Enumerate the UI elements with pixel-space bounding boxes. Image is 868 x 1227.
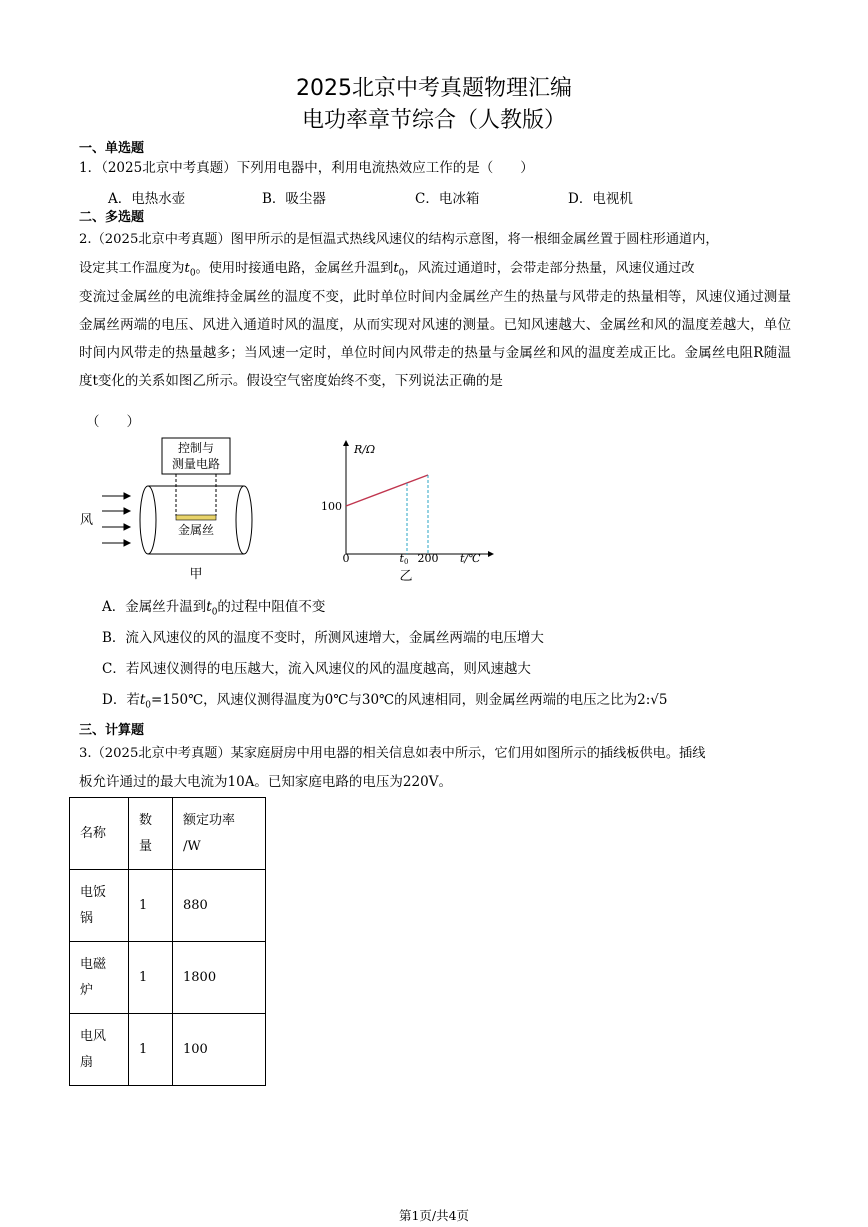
q2-bracket: （ ） bbox=[86, 414, 140, 430]
table-header-power bbox=[173, 798, 266, 870]
section-heading-calc: 三、计算题 bbox=[79, 723, 145, 738]
x-tick-t0-sub: 0 bbox=[403, 558, 409, 566]
table-cell-count: 1 bbox=[129, 870, 173, 942]
q2-option-d-val: =150℃，风速仪测得温度为0℃与30℃的风速相同，则金属丝两端的电压之比为2:√5 bbox=[151, 692, 668, 708]
q1-option-c: C．电冰箱 bbox=[415, 191, 480, 207]
table-cell-count: 1 bbox=[129, 942, 173, 1014]
table-cell-name bbox=[70, 942, 129, 1014]
section-heading-multi: 二、多选题 bbox=[79, 210, 145, 225]
table-header-count bbox=[129, 798, 173, 870]
doc-title-line1: 2025北京中考真题物理汇编 bbox=[296, 76, 572, 101]
wind-arrows bbox=[102, 493, 130, 546]
table-cell-power: 1800 bbox=[173, 942, 266, 1014]
table-header-row bbox=[70, 798, 266, 870]
figure-b-graph bbox=[318, 436, 498, 584]
q2-option-a-pre: A．金属丝升温到 bbox=[102, 599, 207, 615]
table-cell-name bbox=[70, 870, 129, 942]
control-box-label-2: 测量电路 bbox=[171, 457, 221, 471]
table-cell-power: 100 bbox=[173, 1014, 266, 1086]
figure-a-caption: 甲 bbox=[189, 567, 203, 582]
origin-label: 0 bbox=[342, 552, 350, 565]
q3-line2: 板允许通过的最大电流为10A。已知家庭电路的电压为220V。 bbox=[79, 774, 452, 790]
table-cell-name-1: 电饭 bbox=[80, 884, 107, 900]
q2-line2-b: 。使用时接通电路，金属丝升温到 bbox=[195, 261, 394, 276]
figure-b-caption: 乙 bbox=[399, 569, 413, 584]
t0-subscript-2: 0 bbox=[398, 268, 405, 279]
section-heading-single: 一、单选题 bbox=[79, 141, 145, 156]
wind-label: 风 bbox=[80, 513, 94, 528]
table-cell-count: 1 bbox=[129, 1014, 173, 1086]
q2-line2 bbox=[79, 257, 695, 279]
table-header-name bbox=[70, 798, 129, 870]
q3-line1: 3.（2025北京中考真题）某家庭厨房中用电器的相关信息如表中所示，它们用如图所示的插线板供电。插线 bbox=[79, 746, 706, 761]
y-axis-label: R/Ω bbox=[354, 443, 376, 456]
metal-wire bbox=[176, 515, 216, 520]
figure-a-anemometer bbox=[78, 432, 268, 584]
t0-symbol: t bbox=[184, 261, 190, 276]
table-cell-power: 880 bbox=[173, 870, 266, 942]
table-header-name-text: 名称 bbox=[80, 825, 107, 841]
doc-title-line2: 电功率章节综合（人教版） bbox=[301, 108, 566, 133]
q1-option-a: A．电热水壶 bbox=[108, 191, 186, 207]
appliance-table bbox=[69, 797, 266, 1086]
q1-option-b: B．吸尘器 bbox=[262, 191, 326, 207]
cylinder-back bbox=[236, 486, 252, 554]
table-header-power-2: /W bbox=[183, 838, 201, 854]
q1-stem: 1．（2025北京中考真题）下列用电器中，利用电流热效应工作的是（ ） bbox=[79, 160, 534, 176]
x-tick-200: 200 bbox=[417, 552, 439, 565]
q2-option-c: C．若风速仪测得的电压越大，流入风速仪的风的温度越高，则风速越大 bbox=[102, 661, 531, 677]
cylinder-front bbox=[140, 486, 156, 554]
q2-option-b: B．流入风速仪的风的温度不变时，所测风速增大，金属丝两端的电压增大 bbox=[102, 630, 544, 646]
table-row bbox=[70, 870, 266, 942]
q2-option-a-post: 的过程中阻值不变 bbox=[217, 599, 326, 615]
y-axis-arrow bbox=[343, 440, 349, 446]
q2-option-d bbox=[102, 688, 667, 711]
table-row bbox=[70, 1014, 266, 1086]
q2-option-d-sub: 0 bbox=[145, 700, 151, 711]
table-cell-name-2: 扇 bbox=[80, 1054, 94, 1070]
resistance-line bbox=[346, 475, 428, 506]
x-axis-label: t/℃ bbox=[460, 552, 481, 565]
q2-option-a-sub: 0 bbox=[211, 607, 218, 618]
t0-subscript: 0 bbox=[189, 268, 196, 279]
metal-wire-label: 金属丝 bbox=[177, 523, 215, 537]
q2-option-a bbox=[102, 595, 325, 618]
q2-option-d-pre: D．若 bbox=[102, 692, 140, 708]
table-cell-name-1: 电风 bbox=[80, 1028, 107, 1044]
q1-option-d: D．电视机 bbox=[568, 191, 633, 207]
q2-option-a-t: t bbox=[206, 599, 212, 615]
table-row bbox=[70, 942, 266, 1014]
x-tick-t0-t: t bbox=[399, 552, 404, 565]
table-header-power-1: 额定功率 bbox=[183, 812, 236, 828]
table-cell-name-1: 电磁 bbox=[80, 956, 107, 972]
q2-paragraph: 变流过金属丝的电流维持金属丝的温度不变，此时单位时间内金属丝产生的热量与风带走的热量相等，风速仪通过测量金属丝两端的电压、风进入通道时风的温度，从而实现对风速的测量。已知风速越大、金属丝和风的温度差越大，单位时间内风带走的热量越多；当风速一定时，单位时间内风带走的热量与金属丝和风的温度差成正比。金属丝电阻R随温度t变化的关系如图乙所示。假设空气密度始终不变，下列说法正确的是 bbox=[79, 289, 791, 389]
q2-line2-a: 设定其工作温度为 bbox=[79, 261, 185, 276]
t0-symbol-2: t bbox=[393, 261, 399, 276]
appliance-table-wrap bbox=[69, 797, 266, 1086]
y-tick-100: 100 bbox=[321, 500, 342, 513]
x-axis-arrow bbox=[488, 551, 494, 557]
table-cell-name-2: 炉 bbox=[80, 982, 94, 998]
q2-option-d-t: t bbox=[139, 692, 146, 708]
page-number: 第1页/共4页 bbox=[398, 1208, 470, 1223]
q2-line2-c: ，风流过通道时，会带走部分热量，风速仪通过改 bbox=[404, 261, 695, 276]
control-box-label-1: 控制与 bbox=[177, 441, 215, 455]
table-header-count-1: 数 bbox=[139, 812, 153, 828]
table-cell-name-2: 锅 bbox=[80, 910, 94, 926]
table-header-count-2: 量 bbox=[139, 838, 153, 854]
q2-line1: 2.（2025北京中考真题）图甲所示的是恒温式热线风速仪的结构示意图，将一根细金属丝置于圆柱形通道内， bbox=[79, 232, 719, 247]
table-cell-name bbox=[70, 1014, 129, 1086]
